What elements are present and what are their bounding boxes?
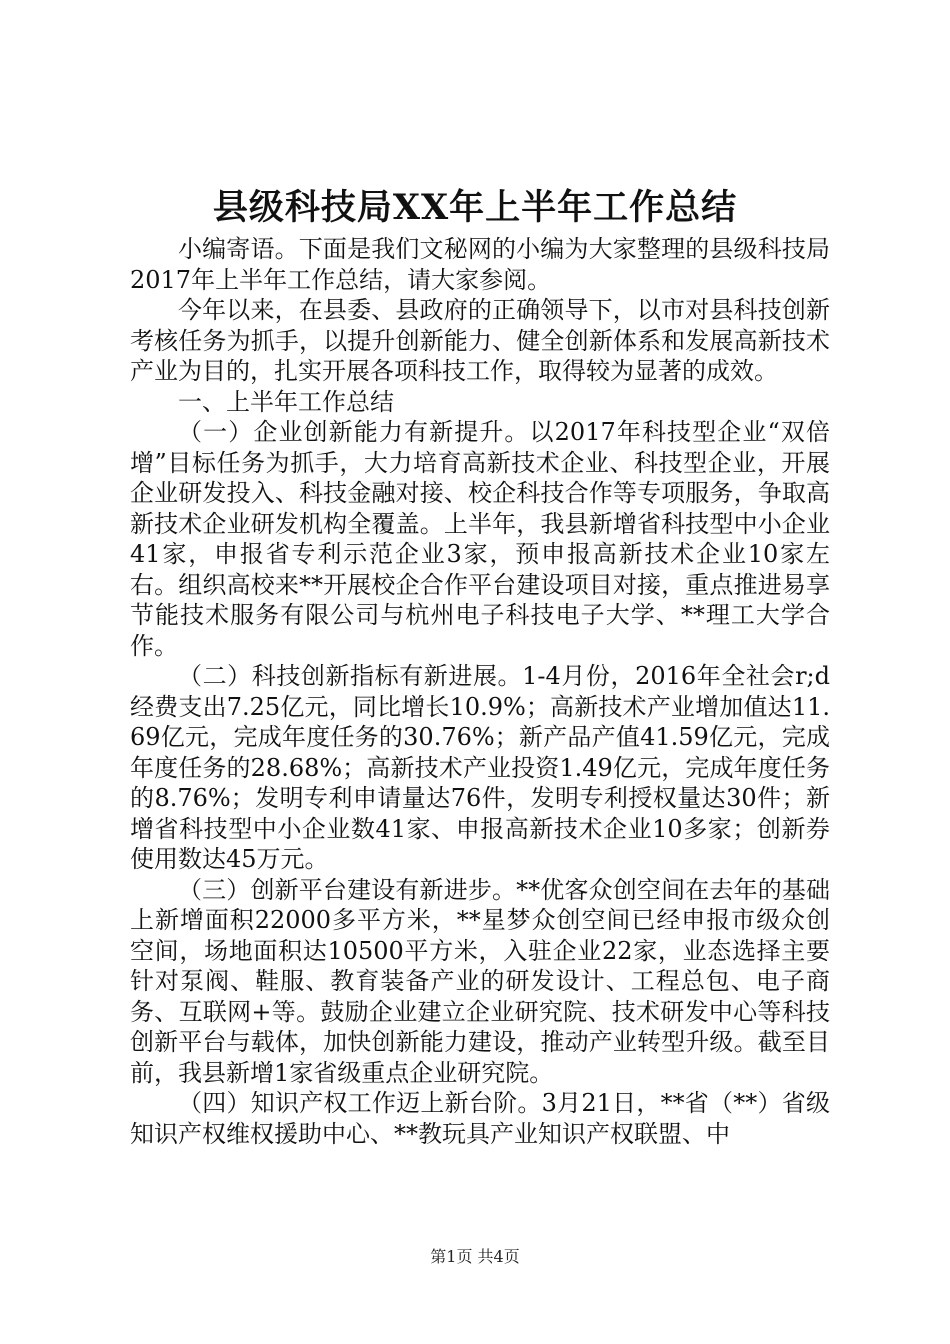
section-heading: 一、上半年工作总结 xyxy=(178,387,394,416)
paragraph-intro: 小编寄语。下面是我们文秘网的小编为大家整理的县级科技局2017年上半年工作总结，请大家参阅。 xyxy=(130,235,830,294)
page-footer: 第1页 共4页 xyxy=(430,1247,520,1266)
paragraph-item-1: （一）企业创新能力有新提升。以2017年科技型企业“双倍增”目标任务为抓手，大力培育高新技术企业、科技型企业，开展企业研发投入、科技金融对接、校企科技合作等专项服务，争取高新技术企业研发机构全覆盖。上半年，我县新增省科技型中小企业41家，申报省专利示范企业3家，预申报高新技术企业10家左右。组织高校来**开展校企合作平台建设项目对接，重点推进易享节能技术服务有限公司与杭州电子科技电子大学、**理工大学合作。 xyxy=(130,418,830,660)
paragraph-item-2: （二）科技创新指标有新进展。1-4月份，2016年全社会r;d经费支出7.25亿元，同比增长10.9%；高新技术产业增加值达11.69亿元，完成年度任务的30.76%；新产品产值41.59亿元，完成年度任务的28.68%；高新技术产业投资1.49亿元，完成年度任务的8.76%；发明专利申请量达76件，发明专利授权量达30件；新增省科技型中小企业数41家、申报高新技术企业10多家；创新券使用数达45万元。 xyxy=(130,662,830,873)
paragraph-item-4: （四）知识产权工作迈上新台阶。3月21日，**省（**）省级知识产权维权援助中心、**教玩具产业知识产权联盟、中 xyxy=(130,1089,830,1148)
paragraph-overview: 今年以来，在县委、县政府的正确领导下，以市对县科技创新考核任务为抓手，以提升创新能力、健全创新体系和发展高新技术产业为目的，扎实开展各项科技工作，取得较为显著的成效。 xyxy=(130,296,830,385)
document-body xyxy=(130,234,830,1149)
document-title: 县级科技局XX年上半年工作总结 xyxy=(212,187,738,228)
paragraph-item-3: （三）创新平台建设有新进步。**优客众创空间在去年的基础上新增面积22000多平方米，**星梦众创空间已经申报市级众创空间，场地面积达10500平方米，入驻企业22家，业态选择主要针对泵阀、鞋服、教育装备产业的研发设计、工程总包、电子商务、互联网+等。鼓励企业建立企业研究院、技术研发中心等科技创新平台与载体，加快创新能力建设，推动产业转型升级。截至目前，我县新增1家省级重点企业研究院。 xyxy=(130,875,830,1087)
